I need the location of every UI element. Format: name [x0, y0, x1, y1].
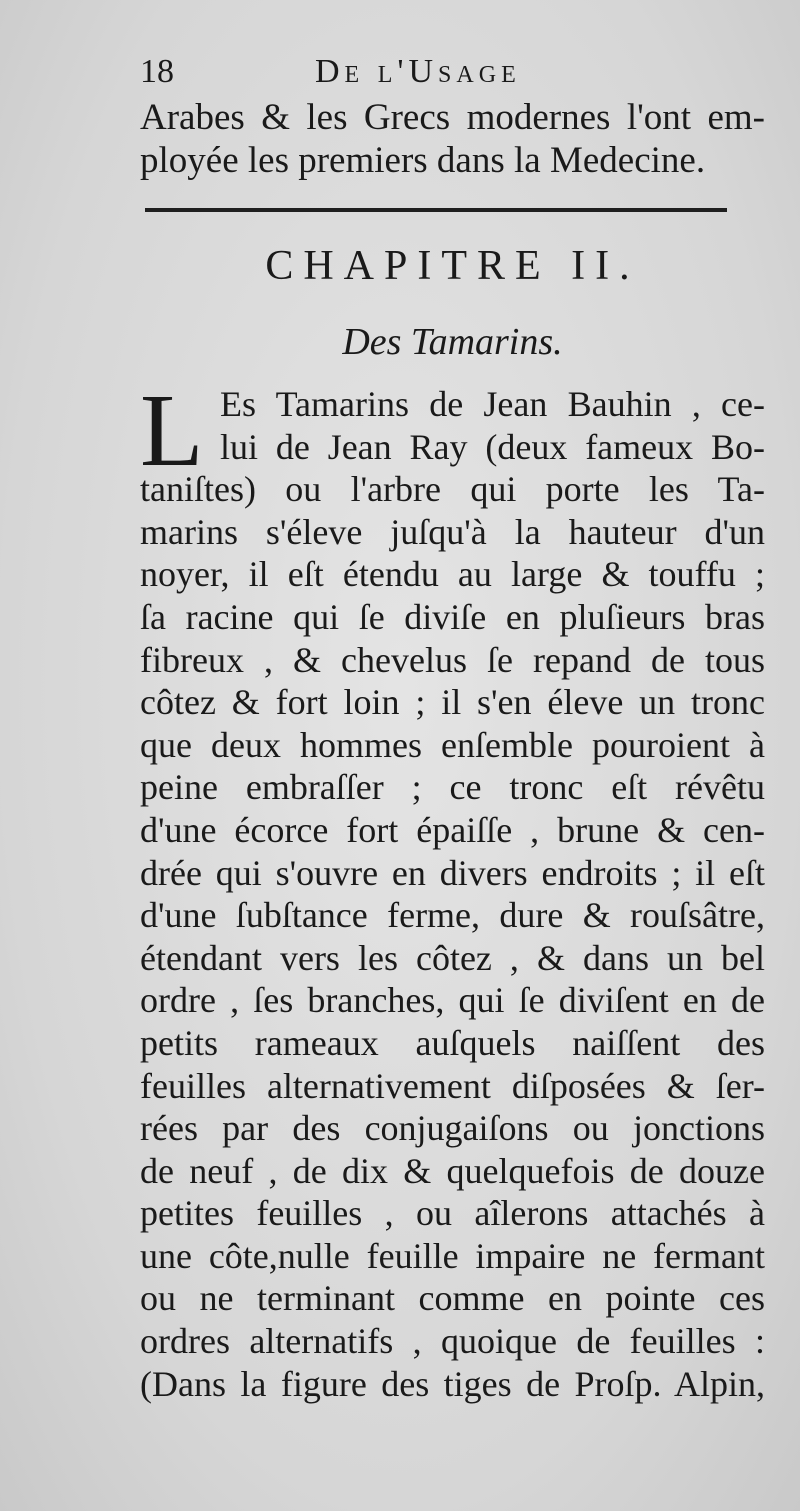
text-line: taniſtes) ou l'arbre qui porte les Ta-	[140, 469, 765, 510]
text-line: peine embraſſer ; ce tronc eſt révêtu	[140, 767, 765, 808]
text-line: Arabes & les Grecs modernes l'ont em-	[140, 97, 765, 138]
chapter-heading: CHAPITRE II.	[265, 243, 640, 289]
text-line: ordre , ſes branches, qui ſe diviſent en de	[140, 980, 765, 1021]
text-line: d'une écorce fort épaiſſe , brune & cen-	[140, 809, 765, 850]
section-divider	[145, 208, 727, 212]
text-line: ployée les premiers dans la Medecine.	[140, 139, 706, 181]
text-line: de neuf , de dix & quelquefois de douze	[140, 1150, 765, 1191]
carryover-paragraph	[140, 96, 765, 181]
drop-cap: L	[140, 373, 204, 488]
text-line: drée qui s'ouvre en divers endroits ; il eſt	[140, 852, 765, 893]
text-line: ſa racine qui ſe diviſe en pluſieurs bras	[140, 596, 765, 637]
text-line: petits rameaux auſquels naiſſent des	[140, 1022, 765, 1063]
text-line: fibreux , & chevelus ſe repand de tous	[140, 639, 765, 680]
chapter-subtitle: Des Tamarins.	[342, 321, 563, 363]
text-line: une côte,nulle feuille impaire ne fermant	[140, 1235, 765, 1276]
text-line: noyer, il eſt étendu au large & touffu ;	[140, 554, 765, 595]
text-line: étendant vers les côtez , & dans un bel	[140, 937, 765, 978]
page-header	[140, 50, 580, 94]
text-line: lui de Jean Ray (deux fameux Bo-	[220, 426, 765, 467]
text-line: (Dans la figure des tiges de Proſp. Alpin,	[140, 1363, 765, 1404]
text-line: marins s'éleve juſqu'à la hauteur d'un	[140, 511, 765, 552]
running-title: De l'Usage	[315, 53, 521, 90]
text-line: rées par des conjugaiſons ou jonctions	[140, 1108, 765, 1149]
text-line: petites feuilles , ou aîlerons attachés à	[140, 1193, 765, 1234]
text-line: ou ne terminant comme en pointe ces	[140, 1278, 765, 1319]
text-line: que deux hommes enſemble pouroient à	[140, 724, 765, 765]
text-line: d'une ſubſtance ferme, dure & rouſsâtre,	[140, 895, 765, 936]
text-line: ordres alternatifs , quoique de feuilles :	[140, 1321, 765, 1362]
body-paragraph	[140, 373, 765, 1405]
page-number: 18	[140, 53, 174, 90]
text-line: Es Tamarins de Jean Bauhin , ce-	[220, 384, 765, 424]
text-line: feuilles alternativement diſposées & ſer-	[140, 1065, 765, 1106]
text-line: côtez & fort loin ; il s'en éleve un tronc	[140, 682, 765, 723]
